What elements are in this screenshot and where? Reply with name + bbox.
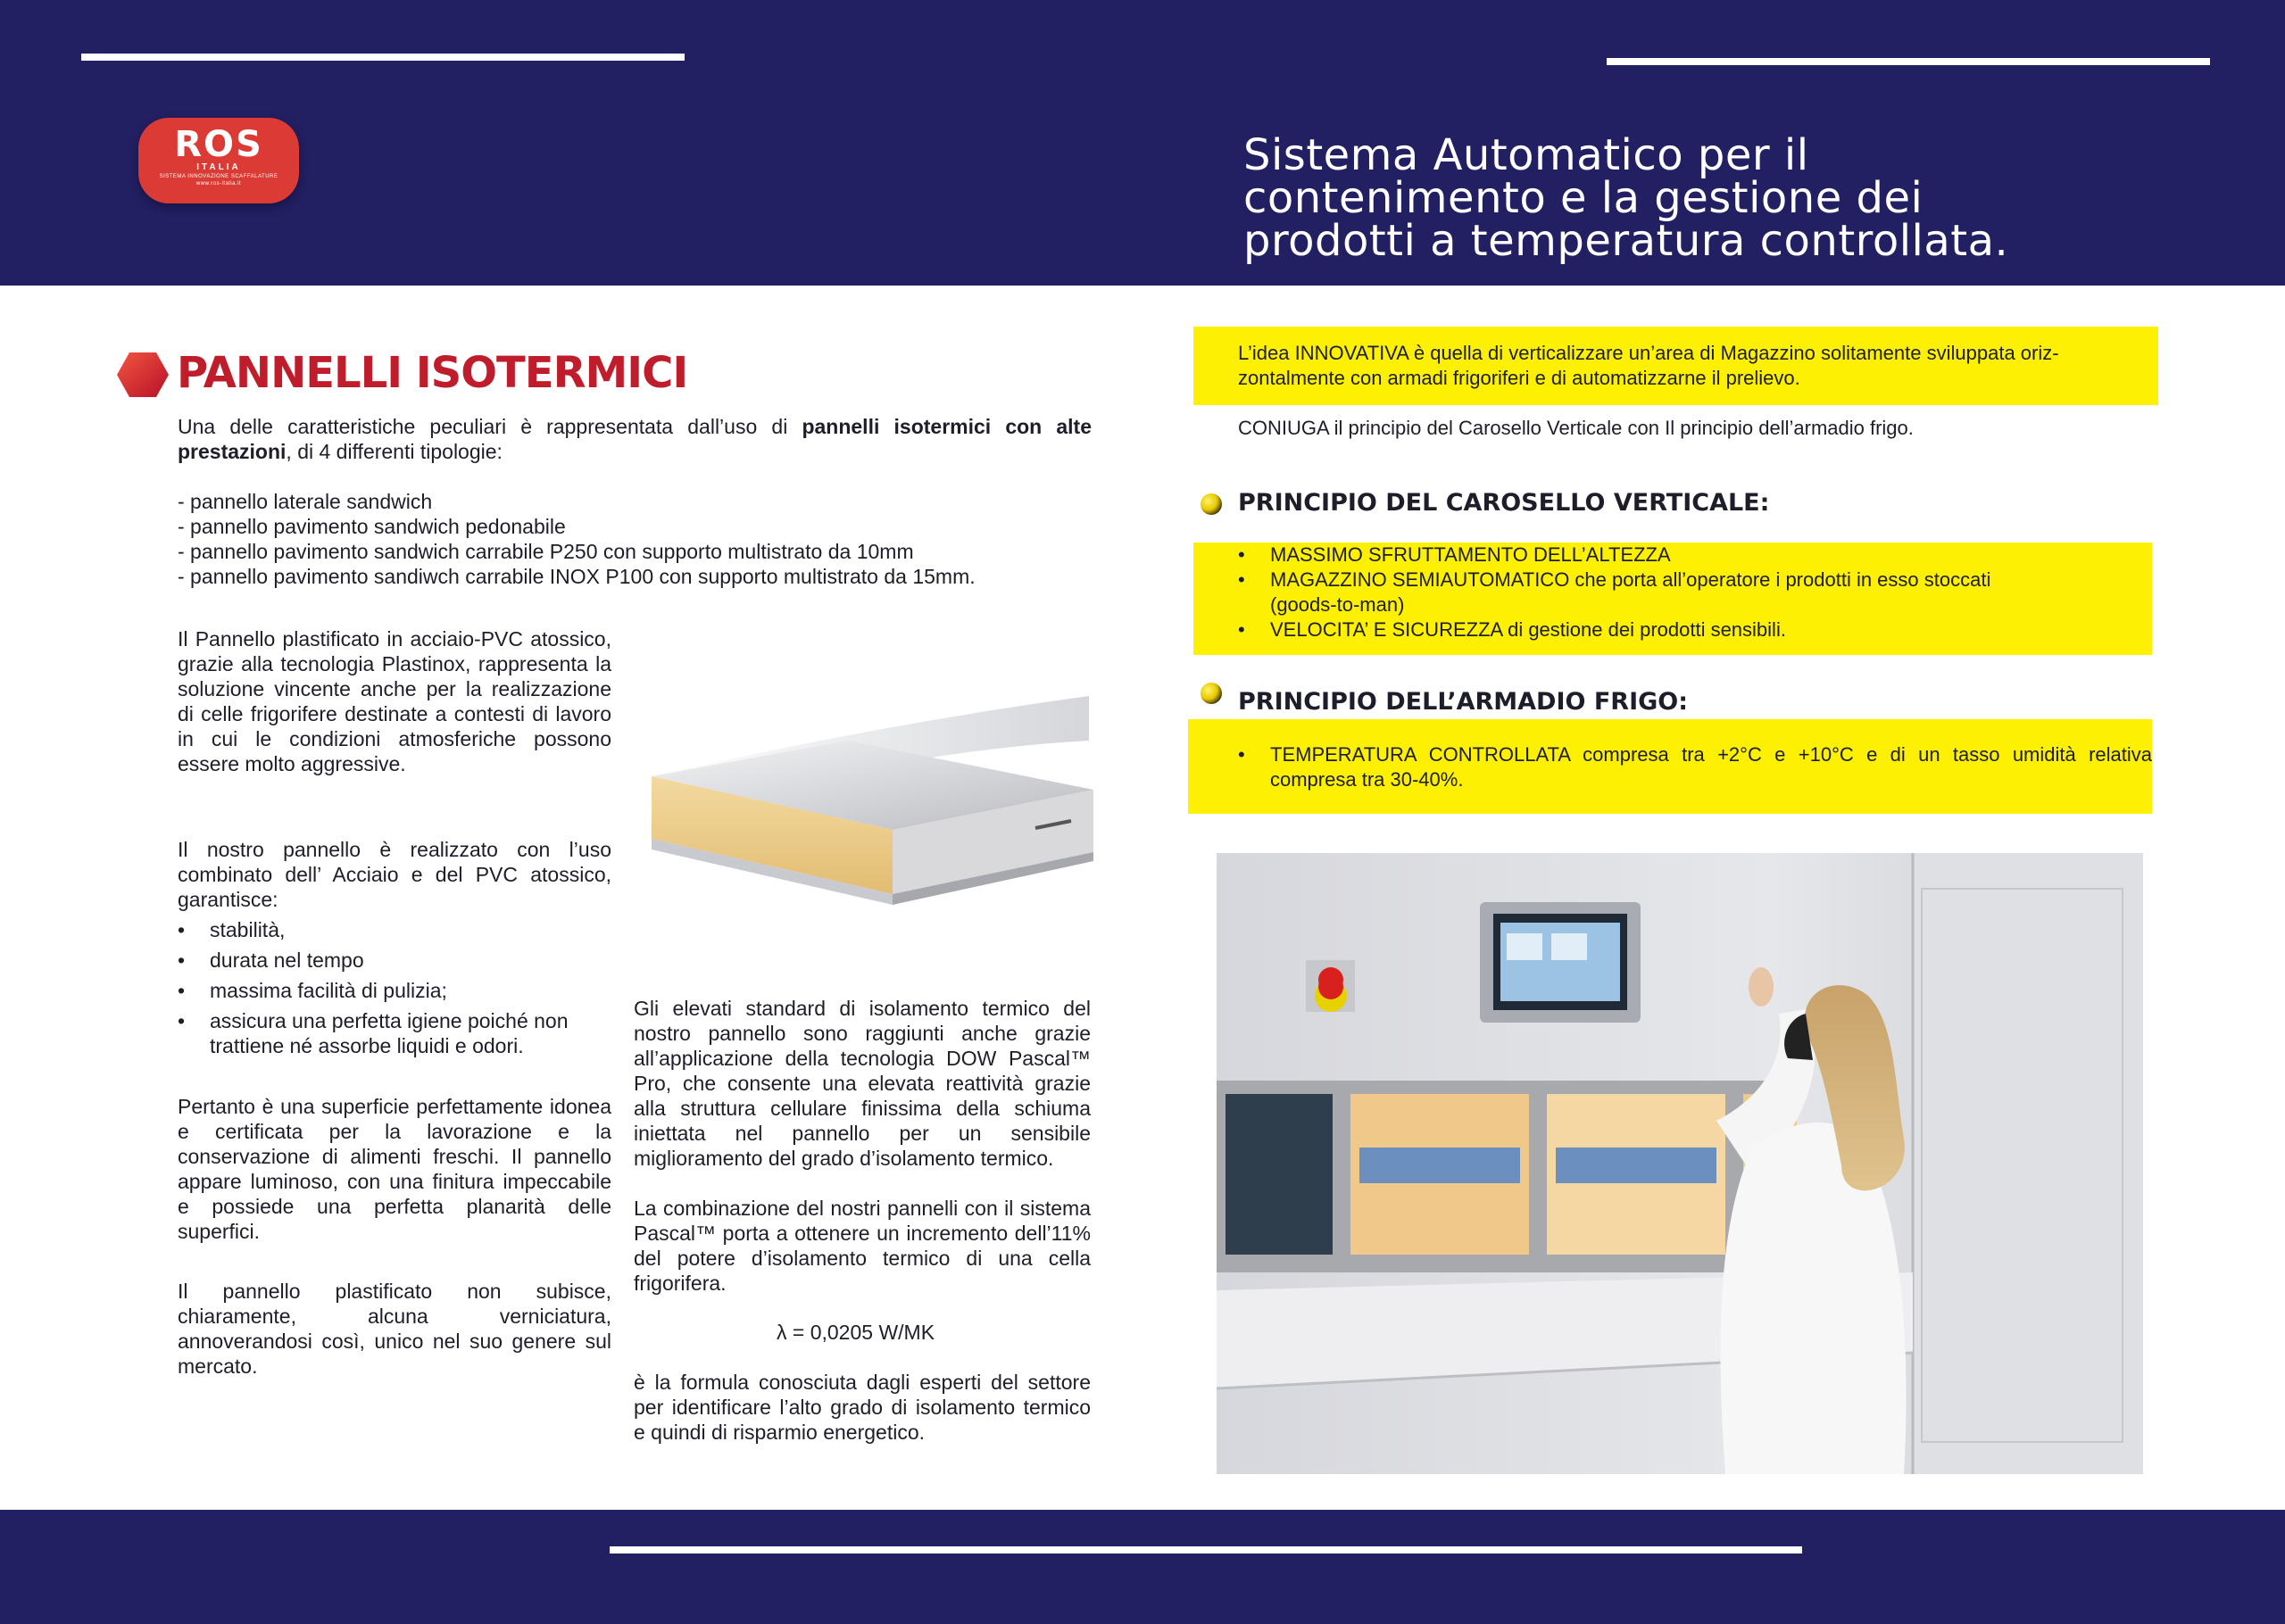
intro-text: Una delle caratteristiche peculiari è rappresentata dall’uso di [178, 415, 802, 438]
header-title-line: Sistema Automatico per il [1243, 130, 1809, 180]
section-title: PANNELLI ISOTERMICI [177, 348, 688, 398]
yellow-ball-icon [1200, 682, 1223, 705]
operator-photo [1217, 853, 2143, 1474]
carosello-item: • VELOCITA’ E SICUREZZA di gestione dei prodotti sensibili. [1238, 617, 2059, 642]
panel-type-item: - pannello pavimento sandwich carrabile P250 con supporto multistrato da 10mm [178, 540, 914, 563]
header-title-line: contenimento e la gestione dei [1243, 173, 1924, 223]
logo-text: ROS [174, 124, 263, 165]
carosello-item: • MASSIMO SFRUTTAMENTO DELL’ALTEZZA [1238, 543, 2059, 568]
panel-type-item: - pannello laterale sandwich [178, 490, 433, 513]
painting-paragraph: Il pannello plastificato non subisce, chiaramente, alcuna verniciatura, annoverandosi così, unico nel suo genere sul mercato. [178, 1280, 611, 1378]
plastinox-paragraph: Il Pannello plastificato in acciaio-PVC atossico, grazie alla tecnologia Plastinox, rappresenta la soluzione vincente anche per la realizzazione di celle frigorifere destinate a contesti di lavoro in cui le condizioni atmosferiche possono essere molto aggressive. [178, 627, 611, 775]
formula-explanation: è la formula conosciuta dagli esperti del settore per identificare l’alto grado di isolamento termico e quindi di risparmio energetico. [634, 1371, 1091, 1444]
carosello-item: • MAGAZZINO SEMIAUTOMATICO che porta all’operatore i prodotti in esso stoccati (goods-to-man) [1238, 568, 2059, 617]
header-divider-right [1607, 58, 2210, 65]
benefit-item: • durata nel tempo [178, 948, 611, 973]
intro-text-end: , di 4 differenti tipologie: [286, 440, 503, 463]
ros-logo [138, 118, 299, 203]
benefit-item: • massima facilità di pulizia; [178, 978, 611, 1003]
idea-line: L’idea INNOVATIVA è quella di verticalizzare un’area di Magazzino solitamente sviluppata oriz- [1238, 342, 2059, 364]
header-title-line: prodotti a temperatura controllata. [1243, 216, 2009, 266]
logo-sub: ITALIA [196, 162, 241, 172]
yellow-ball-icon [1200, 493, 1223, 516]
carosello-list [1238, 543, 2059, 642]
header-divider-left [81, 54, 685, 61]
footer-divider [610, 1546, 1802, 1554]
benefit-item: • assicura una perfetta igiene poiché non trattiene né assorbe liquidi e odori. [178, 1008, 611, 1058]
coniuga-text: CONIUGA il principio del Carosello Verticale con Il principio dell’armadio frigo. [1238, 417, 1914, 439]
armadio-heading: PRINCIPIO DELL’ARMADIO FRIGO: [1238, 688, 1689, 716]
idea-text [1238, 341, 2166, 391]
footer-band [0, 1510, 2285, 1624]
benefits-list [178, 917, 611, 1064]
hexagon-icon [116, 351, 170, 399]
lambda-formula: λ = 0,0205 W/MK [777, 1321, 935, 1344]
armadio-list [1238, 742, 2152, 798]
combination-paragraph: La combinazione del nostri pannelli con il sistema Pascal™ porta a ottenere un incremento dell’11% del potere d’isolamento termico di una cella frigorifera. [634, 1197, 1091, 1295]
panel-type-item: - pannello pavimento sandwich pedonabile [178, 515, 566, 538]
carosello-heading: PRINCIPIO DEL CAROSELLO VERTICALE: [1238, 489, 1770, 517]
intro-paragraph [178, 414, 1092, 464]
benefit-item: • stabilità, [178, 917, 611, 942]
logo-tagline: SISTEMA INNOVAZIONE SCAFFALATURE [159, 174, 278, 179]
sandwich-panel-image [625, 687, 1098, 937]
logo-url: www.ros-italia.it [195, 181, 242, 186]
panel-type-item: - pannello pavimento sandiwch carrabile INOX P100 con supporto multistrato da 15mm. [178, 565, 976, 588]
pascal-paragraph: Gli elevati standard di isolamento termico del nostro pannello sono raggiunti anche grazie all’applicazione della tecnologia DOW Pascal™ Pro, che consente una elevata reattività grazie alla struttura cellulare finissima della schiuma iniettata nel pannello per un sensibile miglioramento del grado d’isolamento termico. [634, 997, 1091, 1170]
idea-line: zontalmente con armadi frigoriferi e di automatizzarne il prelievo. [1238, 367, 1800, 389]
panel-types-list [178, 489, 1106, 589]
material-paragraph: Il nostro pannello è realizzato con l’uso combinato dell’ Acciaio e del PVC atossico, garantisce: [178, 838, 611, 911]
surface-paragraph: Pertanto è una superficie perfettamente idonea e certificata per la lavorazione e la conservazione di alimenti freschi. Il pannello appare luminoso, con una finitura impeccabile e possiede una perfetta planarità delle superfici. [178, 1095, 611, 1243]
intro-bold: pannelli isotermici con alte prestazioni [178, 415, 1092, 463]
header-title [1243, 130, 2225, 266]
armadio-item: • TEMPERATURA CONTROLLATA compresa tra +2°C e +10°C e di un tasso umidità relativa compresa tra 30-40%. [1238, 742, 2152, 792]
